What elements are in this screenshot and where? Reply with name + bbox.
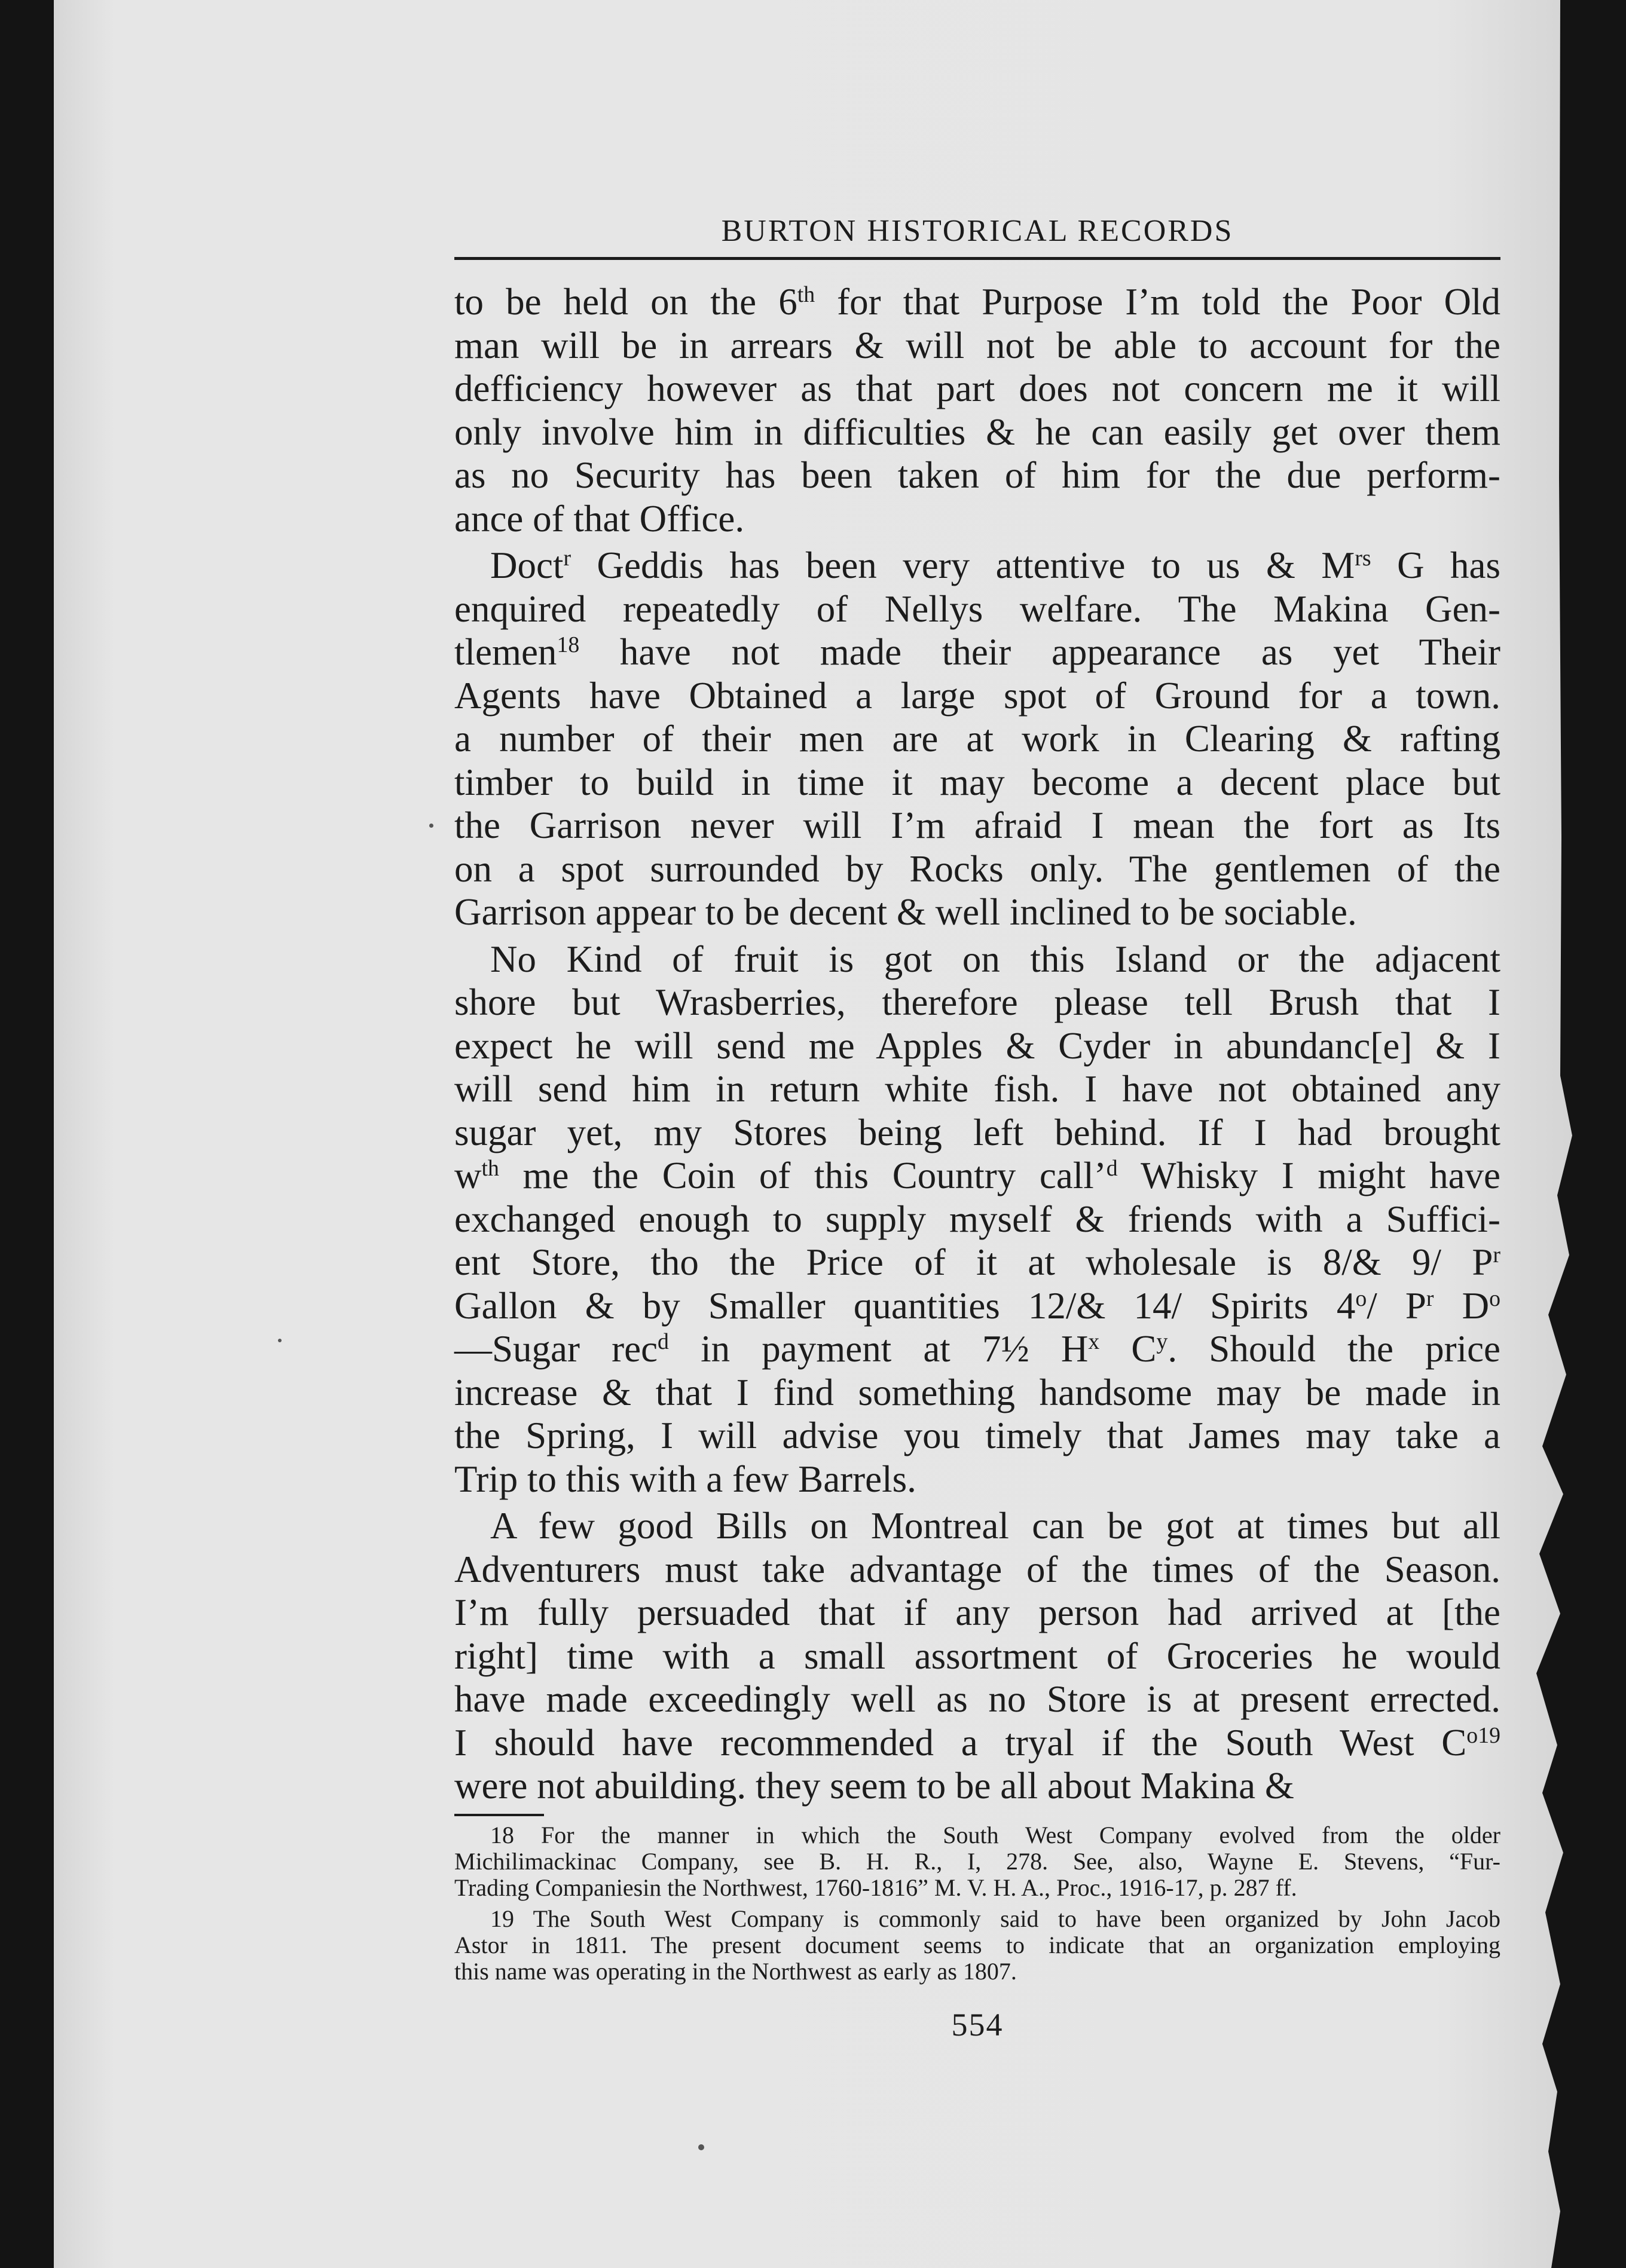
text-line: A few good Bills on Montreal can be got at times but all xyxy=(490,1505,1500,1547)
book-page xyxy=(454,210,1500,2043)
superscript: r xyxy=(1493,1242,1500,1268)
text-line: Gallon & by Smaller quantities 12/& 14/ Spirits 4$^o$/ $P^r$ $D^o$ xyxy=(454,1284,1500,1327)
text-line: will send him in return white fish. I have not obtained any xyxy=(454,1068,1500,1110)
text-line: shore but Wrasberries, therefore please tell Brush that I xyxy=(454,981,1500,1023)
superscript: rs xyxy=(1355,546,1371,571)
text-line: have made exceedingly well as no Store is at present errected. xyxy=(454,1678,1500,1720)
text-line: to be held on the 6th for that Purpose I’m told the Poor Old xyxy=(454,281,1500,323)
text-line: ent Store, tho the Price of it at wholesale is 8/& 9/ $P^r$ xyxy=(454,1241,1500,1283)
text-line: No Kind of fruit is got on this Island or the adjacent xyxy=(490,938,1500,980)
paragraph xyxy=(454,280,1500,540)
header-rule xyxy=(454,257,1500,260)
dust-speck xyxy=(429,824,433,828)
text-line: Adventurers must take advantage of the times of the Season. xyxy=(454,1548,1500,1590)
footnote-line: 19 The South West Company is commonly said to have been organized by John Jacob xyxy=(490,1905,1500,1932)
superscript: x xyxy=(1088,1329,1100,1355)
superscript: o xyxy=(1355,1285,1367,1311)
footnotes xyxy=(454,1822,1500,1985)
superscript: r xyxy=(563,546,571,571)
text-line: only involve him in difficulties & he can easily get over them xyxy=(454,411,1500,453)
text-line: $w^{th}$ me the Coin of this Country call’$^d$ Whisky I might have xyxy=(454,1155,1500,1196)
text-line: ance of that Office. xyxy=(454,497,745,540)
footnote-line: Michilimackinac Company, see B. H. R., I, 278. See, also, Wayne E. Stevens, “Fur- xyxy=(454,1847,1500,1875)
text-line: Doct$^r$ Geddis has been very attentive to us & $M^{rs}$ G has xyxy=(490,544,1500,586)
text-line: Agents have Obtained a large spot of Ground for a town. xyxy=(454,674,1500,717)
footnote xyxy=(454,1822,1500,1901)
text-line: timber to build in time it may become a decent place but xyxy=(454,761,1500,803)
text-line: the Garrison never will I’m afraid I mean the fort as Its xyxy=(454,804,1500,846)
superscript: th xyxy=(797,282,815,308)
footnote-rule xyxy=(454,1814,544,1816)
text-line: Garrison appear to be decent & well inclined to be sociable. xyxy=(454,891,1357,933)
text-line: exchanged enough to supply myself & friends with a Suffici- xyxy=(454,1198,1500,1240)
superscript: d xyxy=(658,1329,669,1355)
text-line: increase & that I find something handsome may be made in xyxy=(454,1371,1500,1413)
paragraph xyxy=(454,544,1500,934)
text-line: sugar yet, my Stores being left behind. If I had brought xyxy=(454,1111,1500,1153)
text-line: enquired repeatedly of Nellys welfare. The Makina Gen- xyxy=(454,587,1500,630)
text-line: man will be in arrears & will not be able to account for the xyxy=(454,324,1500,366)
paragraph xyxy=(454,1504,1500,1808)
footnote-line: 18 For the manner in which the South West Company evolved from the older xyxy=(490,1821,1500,1848)
text-line: defficiency however as that part does not concern me it will xyxy=(454,368,1500,409)
superscript: o xyxy=(1489,1285,1500,1311)
footnote-line: this name was operating in the Northwest as early as 1807. xyxy=(454,1957,1017,1985)
text-line: as no Security has been taken of him for the due perform- xyxy=(454,454,1500,496)
running-head: BURTON HISTORICAL RECORDS xyxy=(721,214,1234,248)
body-text xyxy=(454,280,1500,1808)
footnote xyxy=(454,1906,1500,1985)
footnote-line: Trading Companiesin the Northwest, 1760-1816” M. V. H. A., Proc., 1916-17, p. 287 ff. xyxy=(454,1874,1297,1901)
dust-speck xyxy=(278,1339,282,1342)
superscript: th xyxy=(481,1156,499,1182)
superscript: d xyxy=(1106,1156,1118,1182)
footnote-line: Astor in 1811. The present document seems to indicate that an organization employing xyxy=(454,1931,1500,1958)
page-number: 554 xyxy=(951,2006,1004,2043)
text-line: expect he will send me Apples & Cyder in abundanc[e] & I xyxy=(454,1024,1500,1067)
superscript: r xyxy=(1426,1285,1434,1311)
text-line: the Spring, I will advise you timely that James may take a xyxy=(454,1415,1500,1456)
text-line: on a spot surrounded by Rocks only. The gentlemen of the xyxy=(454,847,1500,890)
text-line: I’m fully persuaded that if any person had arrived at [the xyxy=(454,1591,1500,1633)
superscript: o19 xyxy=(1466,1722,1500,1748)
paragraph xyxy=(454,938,1500,1501)
text-line: a number of their men are at work in Clearing & rafting xyxy=(454,718,1500,760)
superscript: y xyxy=(1156,1329,1168,1355)
text-line: were not abuilding. they seem to be all about Makina & xyxy=(454,1765,1294,1807)
dust-speck xyxy=(698,2144,704,2150)
torn-paper-edge xyxy=(1536,0,1626,2268)
superscript: 18 xyxy=(557,632,580,658)
text-line: I should have recommended a tryal if the South West $C^{o19}$ xyxy=(454,1721,1500,1764)
text-line: tlemen$^{18}$ have not made their appearance as yet Their xyxy=(454,631,1500,673)
text-line: Trip to this with a few Barrels. xyxy=(454,1458,916,1500)
text-line: —Sugar rec$^d$ in payment at 7½ $H^x$ $C^y$. Should the price xyxy=(454,1328,1500,1370)
text-line: right] time with a small assortment of Groceries he would xyxy=(454,1635,1500,1677)
